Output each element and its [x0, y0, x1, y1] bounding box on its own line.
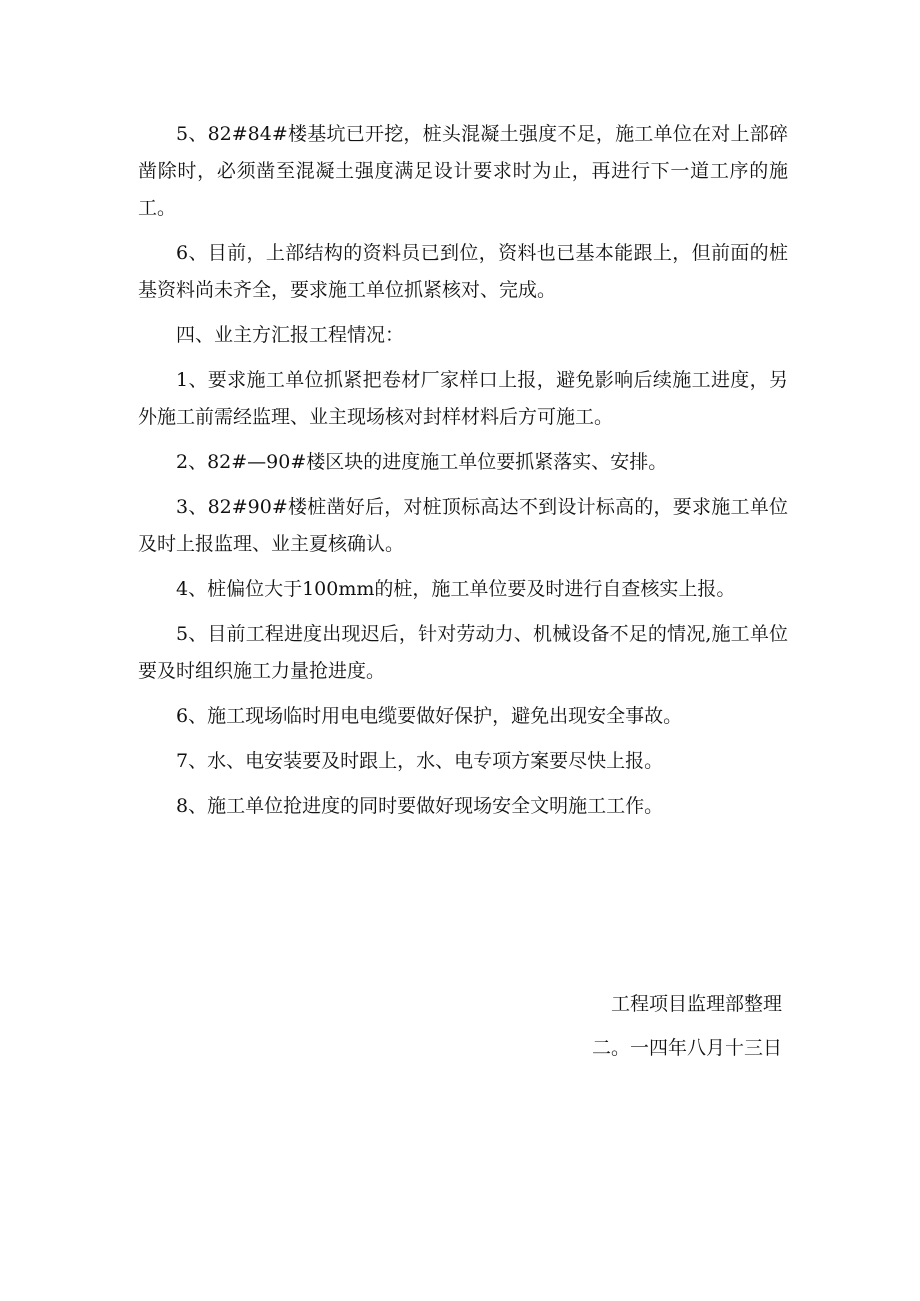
- document-body: [138, 116, 788, 833]
- paragraph-owner-2: 2、82#—90#楼区块的进度施工单位要抓紧落实、安排。: [176, 451, 668, 473]
- signature-organization: 工程项目监理部整理: [610, 993, 782, 1015]
- paragraph-owner-7: 7、水、电安装要及时跟上，水、电专项方案要尽快上报。: [176, 750, 664, 772]
- paragraph-owner-6: 6、施工现场临时用电电缆要做好保护，避免出现安全事故。: [176, 705, 683, 727]
- paragraph-owner-4: 4、桩偏位大于100mm的桩，施工单位要及时进行自查核实上报。: [176, 578, 736, 600]
- signature-block: [592, 982, 782, 1070]
- paragraph-6-documentation: 6、目前，上部结构的资料员已到位，资料也已基本能跟上，但前面的桩基资料尚未齐全，要求施工单位抓紧核对、完成。: [138, 242, 788, 301]
- section-heading-owner-report: 四、业主方汇报工程情况：: [176, 324, 405, 346]
- paragraph-owner-8: 8、施工单位抢进度的同时要做好现场安全文明施工工作。: [176, 795, 664, 817]
- paragraph-owner-3: 3、82#90#楼桩凿好后，对桩顶标高达不到设计标高的，要求施工单位及时上报监理、业主夏核确认。: [138, 496, 788, 555]
- paragraph-5-pile-head-strength: 5、82#84#楼基坑已开挖，桩头混凝土强度不足，施工单位在对上部碎凿除时，必须凿至混凝土强度满足设计要求时为止，再进行下一道工序的施工。: [138, 123, 788, 219]
- paragraph-owner-1: 1、要求施工单位抓紧把卷材厂家样口上报，避免影响后续施工进度，另外施工前需经监理、业主现场核对封样材料后方可施工。: [138, 369, 788, 428]
- paragraph-owner-5: 5、目前工程进度出现迟后，针对劳动力、机械设备不足的情况,施工单位要及时组织施工力量抢进度。: [138, 623, 788, 682]
- signature-date: 二。一四年八月十三日: [591, 1037, 782, 1059]
